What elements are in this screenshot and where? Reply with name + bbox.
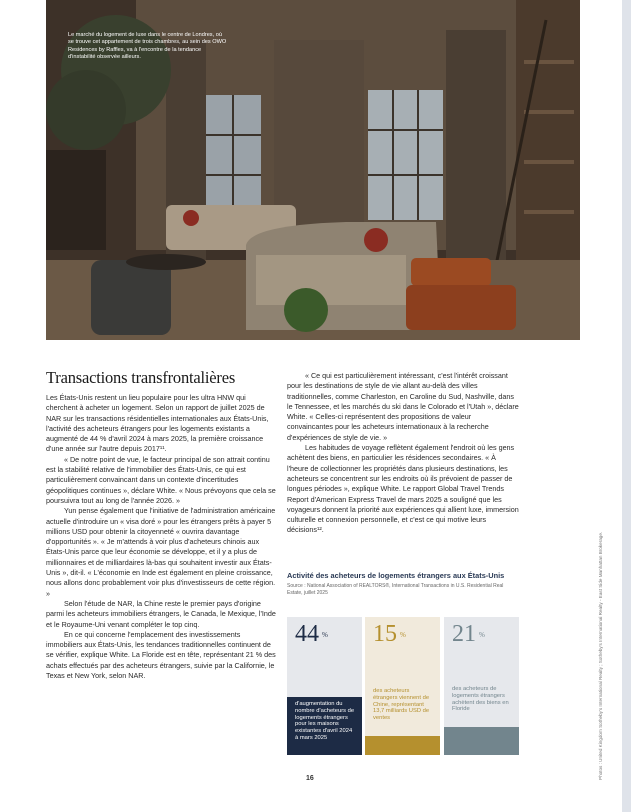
interior-photo	[46, 0, 580, 340]
paragraph: « De notre point de vue, le facteur principal de son attrait continu est la stabilité relative de l'immobilier des États-Unis, ce qui est particulièrement convaincant dans un contexte d'incertitudes géopolitiques continues », déclare White. « Nous prévoyons que cela se poursuivra tout au long de l'année 2026. »	[46, 454, 276, 505]
stat-number: 15	[373, 621, 397, 647]
stat-number: 44	[295, 621, 319, 647]
stat-number: 21	[452, 621, 476, 647]
paragraph: Yun pense également que l'initiative de l'administration américaine actuelle d'introduire un « visa doré » pour les étrangers prêts à payer 5 millions USD pour obtenir la citoyenneté « ouvrira davantage d'opportunités ». « Je m'attends à voir plus d'acheteurs chinois aux États-Unis parce que leur économie se développe, et il y a plus de millionnaires et de milliardaires là-bas qui souhaitent investir aux États-Unis », dit-il. « L'économie en Inde est également en pleine croissance, nous allons donc probablement voir plus d'investisseurs de cette région. »	[46, 506, 276, 598]
stat-color-block	[444, 727, 519, 755]
paragraph: Les États-Unis restent un lieu populaire pour les ultra HNW qui cherchent à acheter un logement. Selon un rapport de juillet 2025 de NAR sur les transactions résidentielles internationales aux États-Unis, l'activité des acheteurs étrangers pour les logements existants a augmenté de 44 % d'avril 2024 à mars 2025, la première croissance d'une année sur l'autre depuis 2017¹¹.	[46, 393, 269, 454]
stat-value	[452, 621, 485, 648]
photo-caption: Le marché du logement de luxe dans le centre de Londres, où se trouve cet appartement de trois chambres, au sein des OWO Residences by Raffles, va à l'encontre de la tendance d'instabilité observée ailleurs.	[68, 32, 227, 61]
paragraph: « Ce qui est particulièrement intéressant, c'est l'intérêt croissant pour les destinations de style de vie allant au-delà des villes traditionnelles, comme Charleston, en Caroline du Sud, Nashville, dans le Tennessee, et les marchés du ski dans le Colorado et l'Utah », déclare White. « Celles-ci représentent des propositions de valeur convaincantes pour les acheteurs internationaux à la recherche d'expériences de style de vie. »	[287, 371, 519, 442]
paragraph: Selon l'étude de NAR, la Chine reste le premier pays d'origine parmi les acheteurs immobiliers étrangers, le Canada, le Mexique, l'Inde et le Royaume-Uni venant compléter le top cinq.	[46, 598, 276, 629]
stat-card-increase	[287, 617, 362, 755]
body-column-right	[287, 371, 519, 536]
stat-value	[373, 621, 406, 648]
stat-card-china	[365, 617, 440, 755]
body-column-left	[46, 393, 276, 681]
stat-unit: %	[479, 631, 485, 640]
infobox-source: Source : National Association of REALTORS®, International Transactions in U.S. Residential Real Estate, juillet 2025	[287, 583, 504, 596]
photo-credit: Photos : United Kingdom Sotheby's International Realty ; Sotheby's International Realty - East Side Manhattan Brokerage.	[598, 531, 603, 780]
page-edge-strip	[622, 0, 631, 812]
page-number: 16	[306, 775, 314, 782]
stat-unit: %	[322, 631, 328, 640]
section-title: Transactions transfrontalières	[46, 368, 236, 387]
stat-description: d'augmentation du nombre d'acheteurs de logements étrangers pour les maisons existantes d'avril 2024 à mars 2025	[295, 701, 355, 741]
stat-color-block	[365, 736, 440, 755]
paragraph: En ce qui concerne l'emplacement des investissements immobiliers aux États-Unis, les tendances traditionnelles continuent de se vérifier, explique White. La Floride est en tête, représentant 21 % des achats effectués par des acheteurs étrangers, suivie par la Californie, le Texas et New York, selon NAR.	[46, 629, 276, 681]
infobox-title: Activité des acheteurs de logements étrangers aux États-Unis	[287, 571, 505, 580]
paragraph: Les habitudes de voyage reflètent également l'endroit où les gens achètent des biens, en particulier les résidences secondaires. « À l'heure de collectionner les propriétés dans plusieurs destinations, les acheteurs se concentrent sur les endroits où ils prévoient de passer de longues périodes », explique White. Le rapport Global Travel Trends Report d'American Express Travel de mars 2025 a souligné que les voyageurs donnent la priorité aux expériences qui allient luxe, immersion culturelle et connexion personnelle, et c'est ce qui motive leurs décisions¹².	[287, 443, 519, 535]
stat-value	[295, 621, 328, 648]
stat-unit: %	[400, 631, 406, 640]
stat-description: des acheteurs de logements étrangers achètent des biens en Floride	[452, 686, 509, 713]
stat-description: des acheteurs étrangers viennent de Chine, représentant 13,7 milliards USD de ventes	[373, 688, 430, 722]
stat-card-florida	[444, 617, 519, 755]
